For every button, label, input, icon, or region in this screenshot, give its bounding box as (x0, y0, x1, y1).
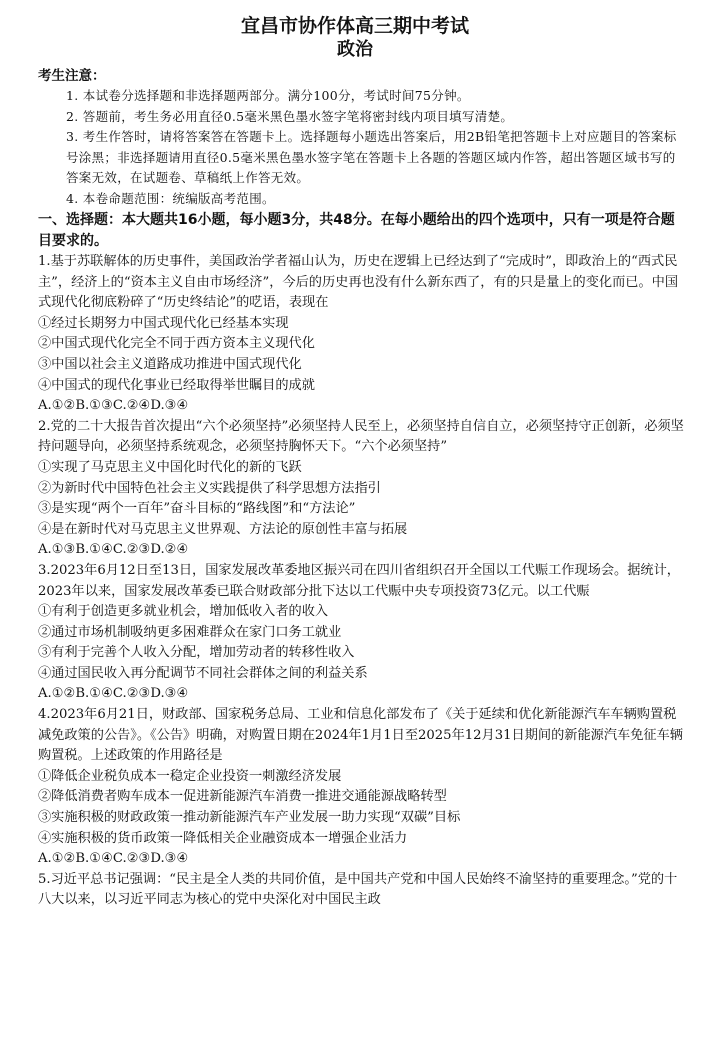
answer-choices: A.①②B.①④C.②③D.③④ (38, 851, 189, 867)
notice-item: 2. 答题前，考生务必用直径0.5毫米黑色墨水签字笔将密封线内项目填写清楚。 (66, 108, 514, 124)
question-option: ①有利于创造更多就业机会，增加低收入者的收入 (38, 604, 329, 620)
question-option: ①经过长期努力中国式现代化已经基本实现 (38, 315, 289, 331)
notice-item: 1. 本试卷分选择题和非选择题两部分。满分100分，考试时间75分钟。 (66, 88, 470, 103)
question-option: ③是实现“两个一百年”奋斗目标的“路线图”和“方法论” (38, 501, 356, 517)
question-stem: 4.2023年6月21日，财政部、国家税务总局、工业和信息化部发布了《关于延续和优化新能源汽车车辆购置税减免政策的公告》。《公告》明确，对购置日期在2024年1月1日至2025年12月31日期间的新能源汽车免征车辆购置税。上述政策的作用路径是 (38, 707, 683, 764)
notice-heading: 考生注意： (38, 68, 106, 84)
section-heading: 一、选择题：本大题共16小题，每小题3分，共48分。在每小题给出的四个选项中，只有一项是符合题目要求的。 (38, 212, 675, 249)
question-option: ①降低企业税负成本一稳定企业投资一刺激经济发展 (38, 768, 342, 784)
question-option: ②中国式现代化完全不同于西方资本主义现代化 (38, 336, 315, 352)
notice-item: 4. 本卷命题范围：统编版高考范围。 (66, 190, 275, 206)
question-option: ②降低消费者购车成本一促进新能源汽车消费一推进交通能源战略转型 (38, 789, 447, 805)
question-option: ④通过国民收入再分配调节不同社会群体之间的利益关系 (38, 665, 368, 681)
question-stem: 3.2023年6月12日至13日，国家发展改革委地区振兴司在四川省组织召开全国以工代赈工作现场会。据统计，2023年以来，国家发展改革委已联合财政部分批下达以工代赈中央专项投资73亿元。以工代赈 (38, 562, 680, 599)
exam-title: 宜昌市协作体高三期中考试 (240, 15, 469, 37)
answer-choices: A.①③B.①④C.②③D.②④ (38, 542, 189, 558)
question-1 (38, 252, 688, 417)
answer-choices: A.①②B.①④C.②③D.③④ (38, 686, 189, 702)
question-option: ①实现了马克思主义中国化时代化的新的飞跃 (38, 459, 302, 475)
notice-list (38, 86, 688, 209)
question-option: ④中国式的现代化事业已经取得举世瞩目的成就 (38, 377, 315, 393)
question-4 (38, 705, 688, 870)
answer-choices: A.①②B.①③C.②④D.③④ (38, 398, 189, 414)
question-stem: 5.习近平总书记强调：“民主是全人类的共同价值，是中国共产党和中国人民始终不渝坚持的重要理念。”党的十八大以来，以习近平同志为核心的党中央深化对中国民主政 (38, 871, 678, 908)
exam-subject: 政治 (337, 39, 373, 60)
question-option: ②为新时代中国特色社会主义实践提供了科学思想方法指引 (38, 480, 381, 496)
notice-item: 3. 考生作答时，请将答案答在答题卡上。选择题每小题选出答案后，用2B铅笔把答题卡上对应题目的答案标号涂黑；非选择题请用直径0.5毫米黑色墨水签字笔在答题卡上各题的答题区域内作答，超出答题区域书写的答案无效，在试题卷、草稿纸上作答无效。 (66, 129, 677, 185)
question-option: ③中国以社会主义道路成功推进中国式现代化 (38, 356, 302, 372)
question-option: ③实施积极的财政政策一推动新能源汽车产业发展一助力实现“双碳”目标 (38, 810, 461, 826)
question-option: ②通过市场机制吸纳更多困难群众在家门口务工就业 (38, 624, 342, 640)
question-option: ④是在新时代对马克思主义世界观、方法论的原创性丰富与拓展 (38, 521, 408, 537)
question-3 (38, 561, 688, 705)
question-option: ④实施积极的货币政策一降低相关企业融资成本一增强企业活力 (38, 830, 408, 846)
question-5 (38, 870, 688, 911)
question-2 (38, 417, 688, 561)
question-stem: 2.党的二十大报告首次提出“六个必须坚持”必须坚持人民至上，必须坚持自信自立，必须坚持守正创新，必须坚持问题导向，必须坚持系统观念，必须坚持胸怀天下。“六个必须坚持” (38, 418, 684, 455)
question-stem: 1.基于苏联解体的历史事件，美国政治学者福山认为，历史在逻辑上已经达到了“完成时”，即政治上的“西式民主”，经济上的“资本主义自由市场经济”，今后的历史再也没有什么新东西了，有的只是量上的变化而已。中国式现代化彻底粉碎了“历史终结论”的呓语，表现在 (38, 254, 679, 311)
question-option: ③有利于完善个人收入分配，增加劳动者的转移性收入 (38, 645, 355, 661)
